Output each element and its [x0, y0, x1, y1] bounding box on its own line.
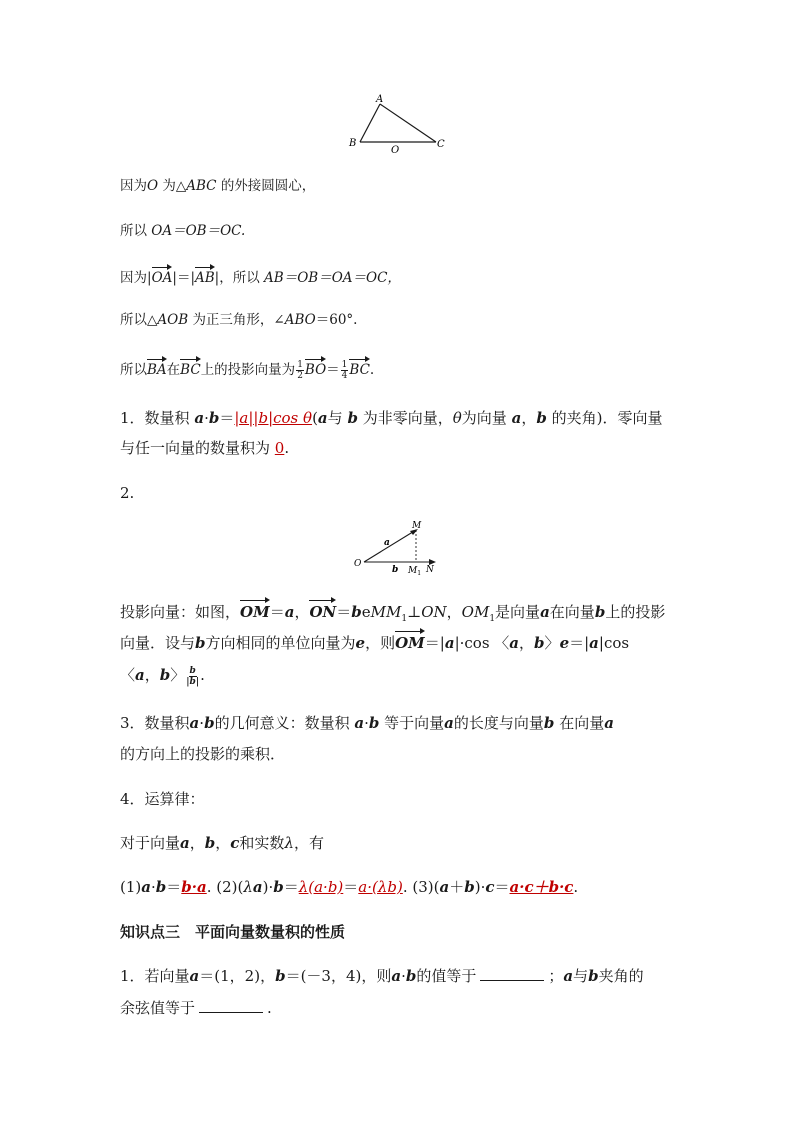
zero-vector-line: 与任一向量的数量积为 0. — [120, 439, 290, 457]
operation-laws-intro: 对于向量a，b，c和实数λ，有 — [120, 834, 324, 852]
section-heading-3: 知识点三 平面向量数量积的性质 — [120, 923, 346, 941]
geometric-meaning-line-1: 3．数量积a·b的几何意义：数量积 a·b 等于向量a的长度与向量b 在向量a — [120, 714, 614, 732]
proof-line-3: 因为|OA|＝|AB|，所以 AB＝OB＝OA＝OC， — [120, 264, 401, 288]
fraction-half: $\frac{1}{2}$ — [297, 360, 303, 381]
projection-line-1: 投影向量：如图，OM＝a，ON＝beMM$_1$⊥ON，$OM_1$是向量a在向量b上的投影 — [120, 597, 665, 630]
answer-dot-product: |a||b|cos θ — [234, 409, 313, 427]
point-c-label: C — [437, 139, 445, 150]
answer-blank-2[interactable] — [199, 998, 263, 1013]
point-o-label: O — [391, 145, 400, 156]
proof-line-2: 所以 OA＝OB＝OC. — [120, 223, 246, 239]
answer-zero: 0 — [274, 439, 285, 457]
answer-blank-1[interactable] — [480, 966, 544, 981]
unit-vector-fraction: $\frac{b}{|b|}$ — [186, 665, 200, 687]
fraction-quarter: $\frac{1}{4}$ — [341, 360, 348, 381]
question-1-line-2: 余弦值等于 . — [120, 999, 272, 1017]
point-a-label: A — [376, 94, 384, 105]
question-1-line-1: 1．若向量a＝(1，2)，b＝(－3，4)，则a·b的值等于 ；a与b夹角的 — [120, 967, 644, 985]
point-n-label: N — [426, 565, 434, 575]
answer-scalar-2: a·(λb) — [358, 878, 403, 896]
answer-distributive: a·c＋b·c — [509, 878, 574, 896]
answer-scalar-1: λ(a·b) — [298, 878, 344, 896]
vector-b-label: b — [392, 565, 399, 575]
operation-laws: (1)a·b＝b·a. (2)(λa)·b＝λ(a·b)＝a·(λb). (3)(a＋b)·c＝a·c＋b·c. — [120, 878, 579, 896]
answer-commutative: b·a — [181, 878, 207, 896]
point-m1-label: $M_1$ — [408, 566, 422, 576]
operation-laws-heading: 4．运算律： — [120, 790, 205, 808]
vector-a-label: a — [384, 538, 390, 548]
proof-line-5: 所以BA在BC上的投影向量为 $\frac{1}{2}$ BO＝ $\frac{1}{4}$ BC. — [120, 356, 374, 381]
dot-product-definition: 1．数量积 a·b＝|a||b|cos θ(a与 b 为非零向量，θ为向量 a，b 的夹角)．零向量 — [120, 409, 663, 427]
point-b-label: B — [349, 138, 357, 149]
projection-line-3: 〈a，b〉 $\frac{b}{|b|}$ . — [120, 665, 205, 687]
point-m-label: M — [412, 521, 422, 531]
projection-figure — [352, 518, 442, 576]
proof-line-1: 因为O 为△ABC 的外接圆圆心， — [120, 178, 316, 194]
proof-line-4: 所以△AOB 为正三角形，∠ABO＝60°. — [120, 312, 358, 328]
triangle-figure — [340, 90, 460, 156]
geometric-meaning-line-2: 的方向上的投影的乘积． — [120, 745, 286, 763]
projection-line-2: 向量．设与b方向相同的单位向量为e，则OM＝|a|·cos 〈a，b〉e＝|a|cos — [120, 628, 629, 654]
item-2-label: 2. — [120, 484, 135, 502]
point-o-label: O — [354, 559, 362, 569]
